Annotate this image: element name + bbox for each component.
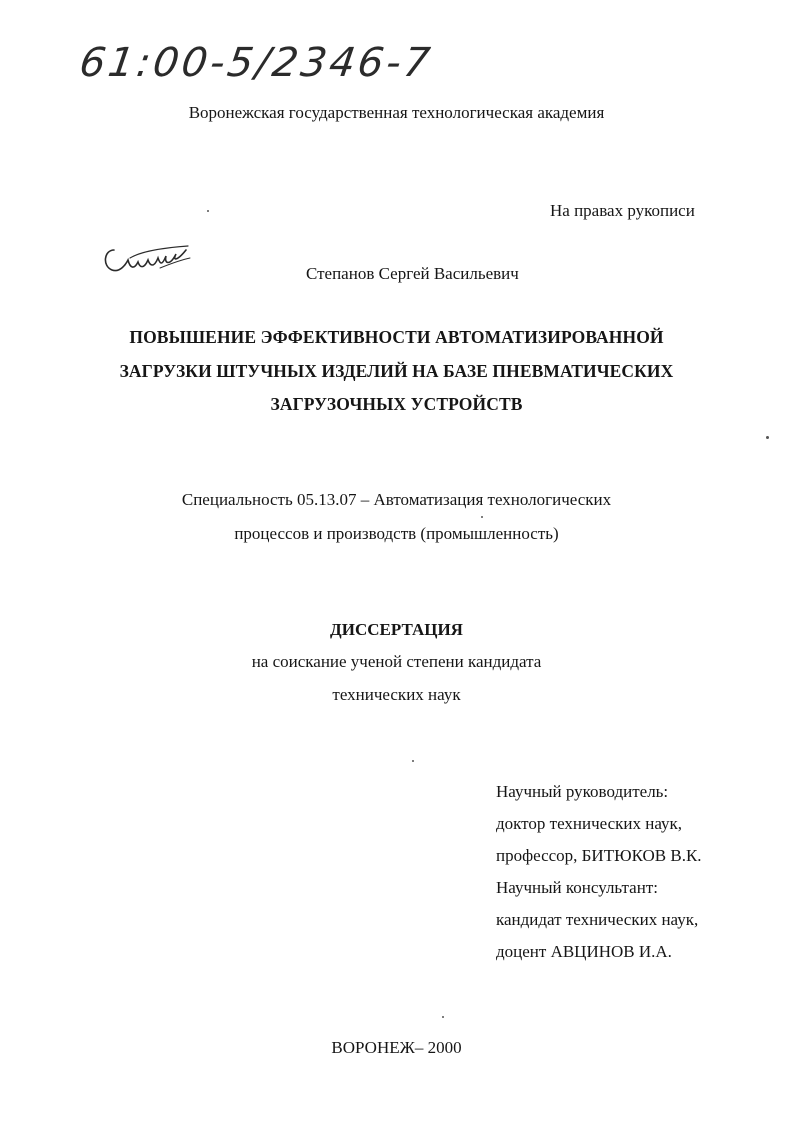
title-line-3: ЗАГРУЗОЧНЫХ УСТРОЙСТВ <box>270 394 523 414</box>
title-line-2: ЗАГРУЗКИ ШТУЧНЫХ ИЗДЕЛИЙ НА БАЗЕ ПНЕВМАТИЧЕСКИХ <box>119 361 674 381</box>
scan-speck <box>481 516 483 518</box>
consultant-line-3: доцент АВЦИНОВ И.А. <box>496 942 672 961</box>
scan-speck <box>766 436 769 439</box>
supervisor-line-2: доктор технических наук, <box>496 814 683 833</box>
supervisor-line-1: Научный руководитель: <box>496 782 669 801</box>
author-name: Степанов Сергей Васильевич <box>306 264 519 283</box>
consultant-line-1: Научный консультант: <box>496 878 658 897</box>
rights-notice: На правах рукописи <box>550 201 695 220</box>
scan-speck <box>442 1016 444 1018</box>
city-year: ВОРОНЕЖ– 2000 <box>331 1038 462 1057</box>
consultant-line-2: кандидат технических наук, <box>496 910 699 929</box>
title-line-1: ПОВЫШЕНИЕ ЭФФЕКТИВНОСТИ АВТОМАТИЗИРОВАННОЙ <box>129 327 664 347</box>
scan-speck <box>207 210 209 212</box>
dissertation-heading: ДИССЕРТАЦИЯ <box>330 620 463 639</box>
supervisor-line-3: профессор, БИТЮКОВ В.К. <box>496 846 702 865</box>
institution-name: Воронежская государственная технологическая академия <box>188 103 605 122</box>
scan-speck <box>412 760 414 762</box>
degree-line-1: на соискание ученой степени кандидата <box>251 652 542 671</box>
archive-number-stamp <box>77 40 436 86</box>
archive-number-text: 61:00-5/2346-7 <box>76 40 436 86</box>
author-signature-icon <box>100 238 192 278</box>
specialty-line-1: Специальность 05.13.07 – Автоматизация технологических <box>181 490 612 509</box>
degree-line-2: технических наук <box>332 685 461 704</box>
specialty-line-2: процессов и производств (промышленность) <box>234 524 559 543</box>
